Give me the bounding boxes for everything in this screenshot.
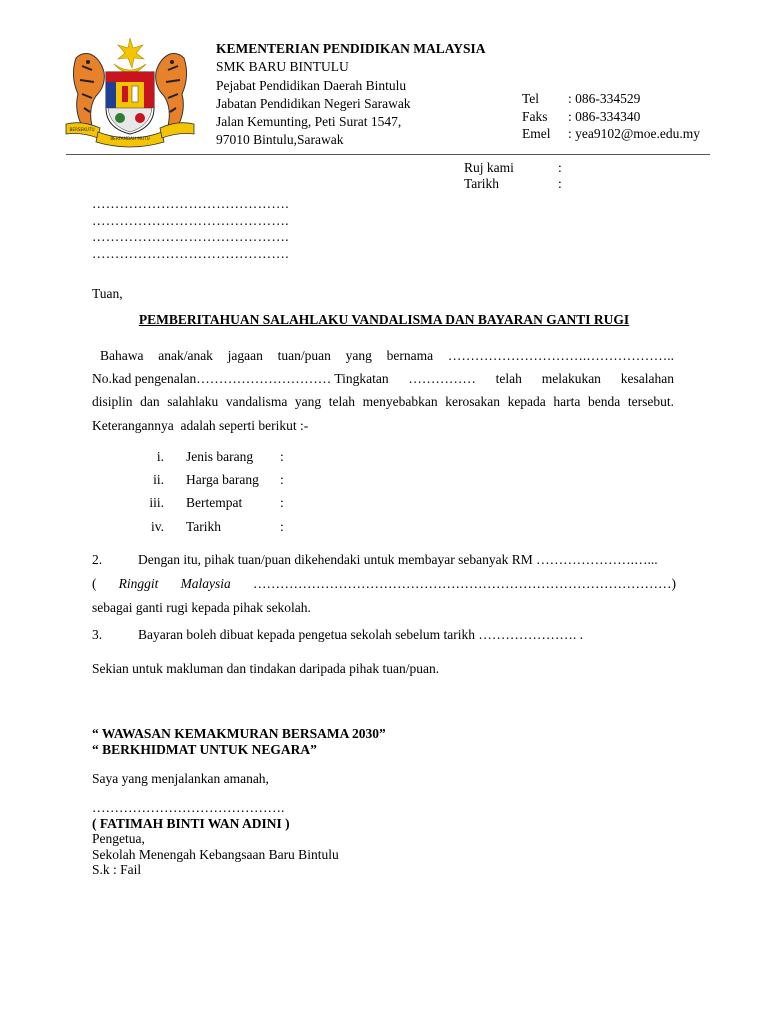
contact-email: [522, 125, 700, 143]
recipient-line: …………………………………….: [92, 245, 289, 261]
address-line: Pejabat Pendidikan Daerah Bintulu: [216, 77, 407, 93]
list-item: [92, 515, 284, 538]
word: kesalahan: [620, 371, 674, 387]
word: dan: [140, 394, 160, 410]
list-item: [92, 445, 284, 468]
word: anak/anak: [158, 348, 213, 363]
word: disiplin: [92, 394, 133, 410]
word: tuan/puan: [277, 348, 331, 363]
left-tiger-icon: [73, 54, 104, 127]
recipient-line: …………………………………….: [92, 229, 289, 244]
date-value: :: [558, 176, 562, 191]
signature-line: …………………………………….: [92, 800, 285, 815]
paragraph-line: [92, 390, 674, 413]
open-paren: (: [92, 576, 97, 591]
blank-amount-words: …………………………………………………………………………………): [252, 576, 676, 591]
word: harta: [553, 394, 581, 410]
word: benda: [588, 394, 621, 410]
blank-form: ……………: [408, 371, 476, 387]
paragraph-3: [92, 627, 583, 643]
letterhead: [216, 40, 486, 150]
signature-block: [92, 800, 339, 878]
recipient-line: …………………………………….: [92, 196, 289, 211]
signoff: Saya yang menjalankan amanah,: [92, 771, 269, 786]
word: yang: [345, 348, 372, 363]
contact-label: Faks: [522, 108, 548, 124]
address-line: Jabatan Pendidikan Negeri Sarawak: [216, 95, 411, 111]
list-item: [92, 491, 284, 514]
header-divider: [66, 154, 710, 155]
ref-label: Ruj kami: [464, 160, 514, 175]
paragraph-number: 2.: [92, 552, 103, 567]
ribbon-left-text: BERSEKUTU: [69, 127, 95, 132]
word: bernama: [386, 348, 434, 363]
item-number: iii.: [149, 495, 164, 511]
word: menyebabkan: [362, 394, 438, 410]
right-tiger-icon: [156, 54, 187, 127]
signatory-name: ( FATIMAH BINTI WAN ADINI ): [92, 815, 290, 831]
item-label: Harga barang: [186, 472, 259, 488]
paragraph-line: sebagai ganti rugi kepada pihak sekolah.: [92, 600, 311, 615]
word: vandalisma: [225, 394, 288, 410]
paragraph-2: [92, 548, 676, 620]
salutation: Tuan,: [92, 286, 123, 301]
signatory-title: Pengetua,: [92, 831, 145, 847]
shield-icon: [106, 72, 154, 134]
carbon-copy: S.k : Fail: [92, 862, 142, 878]
reference-block: [464, 160, 562, 192]
item-label: Bertempat: [186, 495, 243, 511]
contact-value: : yea9102@moe.edu.my: [568, 126, 701, 141]
recipient-address: [92, 196, 289, 262]
item-number: i.: [156, 449, 164, 464]
item-separator: :: [280, 449, 284, 464]
item-list: [92, 445, 284, 538]
closing-sentence: Sekian untuk makluman dan tindakan daripada pihak tuan/puan.: [92, 661, 440, 676]
word: Ringgit: [118, 576, 159, 591]
paragraph-line: [92, 548, 676, 572]
contact-label: Emel: [522, 126, 551, 141]
paragraph-number: 3.: [92, 627, 103, 642]
word: tersebut.: [627, 394, 674, 410]
coat-of-arms-logo: [62, 36, 198, 148]
word: yang: [294, 394, 322, 410]
paragraph-1: [92, 344, 674, 437]
letter-subject: PEMBERITAHUAN SALAHLAKU VANDALISMA DAN BAYARAN GANTI RUGI: [138, 312, 630, 327]
paragraph-line: [92, 367, 674, 390]
word: Bahawa: [100, 348, 144, 363]
recipient-line: …………………………………….: [92, 212, 289, 228]
ministry-name: KEMENTERIAN PENDIDIKAN MALAYSIA: [216, 41, 486, 56]
signatory-school: Sekolah Menengah Kebangsaan Baru Bintulu: [92, 846, 339, 862]
item-separator: :: [280, 495, 284, 511]
blank-name: ………………………….………………..: [447, 348, 674, 363]
address-line: Jalan Kemunting, Peti Surat 1547,: [216, 114, 402, 130]
contact-value: : 086-334340: [568, 108, 641, 124]
school-name: SMK BARU BINTULU: [216, 59, 349, 75]
ic-and-form-text: No.kad pengenalan………………………… Tingkatan: [92, 371, 389, 387]
item-number: iv.: [151, 518, 164, 534]
contact-block: [522, 90, 700, 143]
word: Malaysia: [180, 576, 231, 591]
word: jagaan: [227, 348, 263, 363]
motto-line: “ WAWASAN KEMAKMURAN BERSAMA 2030”: [92, 726, 386, 741]
motto-line: “ BERKHIDMAT UNTUK NEGARA”: [92, 741, 317, 757]
contact-fax: [522, 108, 700, 126]
ref-value: :: [558, 160, 562, 175]
item-separator: :: [280, 472, 284, 488]
word: melakukan: [541, 371, 601, 387]
list-item: [92, 468, 284, 491]
paragraph-text: Dengan itu, pihak tuan/puan dikehendaki untuk membayar sebanyak RM ………………….…...: [138, 552, 658, 567]
item-label: Tarikh: [186, 518, 222, 534]
word: kerosakan: [445, 394, 500, 410]
contact-label: Tel: [522, 91, 540, 106]
ribbon-center-text: BERTAMBAH MUTU: [110, 136, 150, 141]
motto-block: [92, 726, 386, 757]
federal-star-icon: [118, 38, 144, 68]
paragraph-text: Bayaran boleh dibuat kepada pengetua sekolah sebelum tarikh …………………. .: [138, 627, 584, 642]
contact-value: : 086-334529: [568, 91, 641, 106]
address-line: 97010 Bintulu,Sarawak: [216, 132, 344, 148]
word: telah: [495, 371, 522, 387]
date-label: Tarikh: [464, 176, 500, 191]
word: telah: [328, 394, 356, 410]
contact-tel: [522, 90, 700, 108]
word: kepada: [507, 394, 546, 410]
item-number: ii.: [153, 472, 164, 488]
word: salahlaku: [167, 394, 219, 410]
item-separator: :: [280, 518, 284, 534]
paragraph-line: [92, 344, 674, 367]
paragraph-line: Keterangannya adalah seperti berikut :-: [92, 417, 309, 433]
item-label: Jenis barang: [186, 449, 254, 464]
paragraph-line: [92, 572, 676, 596]
